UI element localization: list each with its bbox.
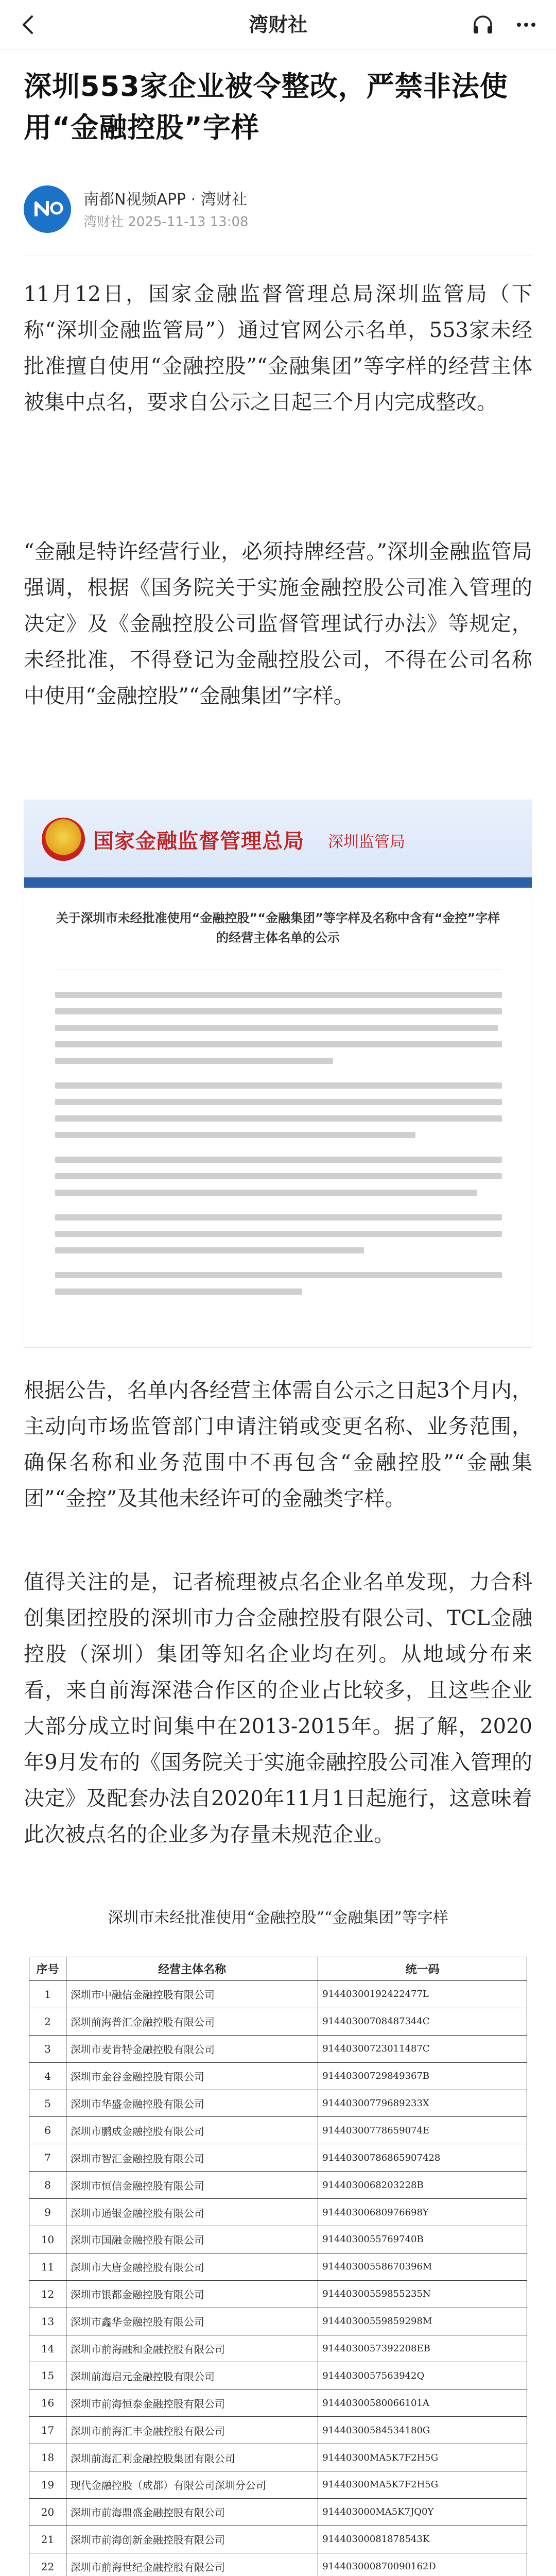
notice-text-line [55,1272,502,1278]
notice-text-line [55,1008,502,1014]
table-row [29,2362,527,2389]
notice-text-line [55,1190,477,1196]
company-name-cell: 深圳市前海恒泰金融控股有限公司 [66,2389,318,2417]
notice-text-line [55,1157,502,1163]
row-index-cell: 4 [29,2062,66,2090]
table-row [29,2172,527,2199]
publish-meta: 湾财社 2025-11-13 13:08 [83,214,249,230]
notice-text-line [55,1214,502,1221]
credit-code-cell: 91440300729849367B [318,2062,527,2090]
table-row [29,2253,527,2280]
table-row [29,2389,527,2417]
row-index-cell: 7 [29,2144,66,2172]
credit-code-cell: 91440300584534180G [318,2417,527,2444]
company-name-cell: 现代金融控股（成都）有限公司深圳分公司 [66,2471,318,2499]
table-header-row [29,1957,527,1981]
headphones-icon[interactable] [472,13,494,36]
table-row [29,2226,527,2253]
company-name-cell: 深圳市银都金融控股有限公司 [66,2280,318,2308]
table-title: 深圳市未经批准使用“金融控股”“金融集团”等字样 [108,1909,448,1927]
row-index-cell: 10 [29,2226,66,2253]
row-index-cell: 17 [29,2417,66,2444]
credit-code-cell: 91440300558670396M [318,2253,527,2280]
notice-text-line [55,1231,502,1237]
article-headline: 深圳553家企业被令整改，严禁非法使用“金融控股”字样 [24,70,508,144]
row-index-cell: 9 [29,2199,66,2226]
company-name-cell: 深圳前海汇利金融控股集团有限公司 [66,2444,318,2471]
credit-code-cell: 91440300192422477L [318,1981,527,2008]
notice-text-line [55,1289,302,1295]
author-avatar[interactable] [24,185,71,233]
row-index-cell: 22 [29,2553,66,2576]
credit-code-cell: 91440300708487344C [318,2008,527,2035]
notice-title: 关于深圳市未经批准使用“金融控股”“金融集团”等字样及名称中含有“金控”字样的经营主体名单的公示 [56,911,500,945]
table-row [29,2008,527,2035]
company-name-cell: 深圳市前海汇丰金融控股有限公司 [66,2417,318,2444]
notice-meta-line [55,955,501,970]
more-options-icon[interactable] [515,13,537,36]
credit-code-cell: 914403000MA5K7JQ0Y [318,2498,527,2526]
row-index-cell: 19 [29,2471,66,2499]
company-table [29,1957,527,2576]
row-index-cell: 2 [29,2008,66,2035]
notice-screenshot-image[interactable] [24,800,532,1348]
credit-code-cell: 914403000870090162D [318,2553,527,2576]
gov-site-name: 国家金融监督管理总局 [93,829,304,853]
notice-text-line [55,1025,498,1031]
notice-text-line [55,1082,502,1089]
table-row [29,2417,527,2444]
credit-code-cell: 91440300580066101A [318,2389,527,2417]
row-index-cell: 14 [29,2335,66,2362]
nandu-logo-icon [24,185,71,233]
credit-code-cell: 91440300081878543K [318,2526,527,2553]
row-index-cell: 16 [29,2389,66,2417]
table-row [29,2035,527,2062]
gov-site-branch: 深圳监管局 [328,833,405,851]
company-name-cell: 深圳市通银金融控股有限公司 [66,2199,318,2226]
table-row [29,2199,527,2226]
table-row [29,2117,527,2144]
table-row [29,2144,527,2172]
notice-text-line [55,1041,502,1047]
company-name-cell: 深圳市麦肯特金融控股有限公司 [66,2035,318,2062]
table-row [29,2090,527,2117]
top-bar [0,0,556,49]
company-name-cell: 深圳市前海融和金融控股有限公司 [66,2335,318,2362]
company-name-cell: 深圳市华盛金融控股有限公司 [66,2090,318,2117]
company-name-cell: 深圳市大唐金融控股有限公司 [66,2253,318,2280]
row-index-cell: 12 [29,2280,66,2308]
table-row [29,2308,527,2335]
row-index-cell: 6 [29,2117,66,2144]
table-row [29,2526,527,2553]
row-index-cell: 20 [29,2498,66,2526]
credit-code-cell: 9144030055769740B [318,2226,527,2253]
credit-code-cell: 91440300723011487C [318,2035,527,2062]
credit-code-cell: 91440300779689233X [318,2090,527,2117]
company-name-cell: 深圳市智汇金融控股有限公司 [66,2144,318,2172]
credit-code-cell: 91440300MA5K7F2H5G [318,2444,527,2471]
row-index-cell: 18 [29,2444,66,2471]
row-index-cell: 13 [29,2308,66,2335]
company-name-cell: 深圳前海启元金融控股有限公司 [66,2362,318,2389]
credit-code-cell: 9144030068203228B [318,2172,527,2199]
credit-code-cell: 91440300559855235N [318,2280,527,2308]
gov-site-nav-bar [24,877,532,888]
notice-text-line [55,1132,415,1138]
notice-text-line [55,992,502,998]
article-paragraph-3: 根据公告，名单内各经营主体需自公示之日起3个月内，主动向市场监管部门申请注销或变更名称、业务范围，确保名称和业务范围中不再包含“金融控股”“金融集团”“金控”及其他未经许可的金融类字样。 [24,1379,532,1511]
table-row [29,1981,527,2008]
table-row [29,2280,527,2308]
author-name[interactable]: 南都N视频APP · 湾财社 [83,191,247,209]
credit-code-cell: 9144030057563942Q [318,2362,527,2389]
company-name-cell: 深圳前海普汇金融控股有限公司 [66,2008,318,2035]
row-index-cell: 8 [29,2172,66,2199]
credit-code-cell: 91440300MA5K7F2H5G [318,2471,527,2499]
row-index-cell: 5 [29,2090,66,2117]
table-row [29,2444,527,2471]
app-title: 湾财社 [248,13,307,36]
credit-code-cell: 91440300778659074E [318,2117,527,2144]
row-index-cell: 11 [29,2253,66,2280]
table-row [29,2498,527,2526]
notice-text-line [55,1099,502,1105]
credit-code-cell: 91440300786865907428 [318,2144,527,2172]
notice-text-line [55,1247,364,1253]
national-emblem-icon [42,818,85,861]
company-name-cell: 深圳市中融信金融控股有限公司 [66,1981,318,2008]
company-name-cell: 深圳市国融金融控股有限公司 [66,2226,318,2253]
column-header-index: 序号 [29,1957,66,1981]
company-name-cell: 深圳市金谷金融控股有限公司 [66,2062,318,2090]
table-row [29,2471,527,2499]
table-row [29,2062,527,2090]
row-index-cell: 15 [29,2362,66,2389]
row-index-cell: 3 [29,2035,66,2062]
article-paragraph-1: 11月12日，国家金融监督管理总局深圳监管局（下称“深圳金融监管局”）通过官网公示名单，553家未经批准擅自使用“金融控股”“金融集团”等字样的经营主体被集中点名，要求自公示之日起三个月内完成整改。 [24,282,532,414]
row-index-cell: 1 [29,1981,66,2008]
company-name-cell: 深圳市前海世纪金融控股有限公司 [66,2553,318,2576]
company-name-cell: 深圳市鑫华金融控股有限公司 [66,2308,318,2335]
credit-code-cell: 91440300559859298M [318,2308,527,2335]
article-paragraph-2: “金融是特许经营行业，必须持牌经营。”深圳金融监管局强调，根据《国务院关于实施金融控股公司准入管理的决定》及《金融控股公司监督管理试行办法》等规定，未经批准，不得登记为金融控股公司，不得在公司名称中使用“金融控股”“金融集团”字样。 [24,540,532,708]
column-header-name: 经营主体名称 [66,1957,318,1981]
table-row [29,2335,527,2362]
article-paragraph-4: 值得关注的是，记者梳理被点名企业名单发现，力合科创集团控股的深圳市力合金融控股有限公司、TCL金融控股（深圳）集团等知名企业均在列。从地域分布来看，来自前海深港合作区的企业占比较多，且这些企业大部分成立时间集中在2013-2015年。据了解，2020年9月发布的《国务院关于实施金融控股公司准入管理的决定》及配套办法自2020年11月1日起施行，这意味着此次被点名的企业多为存量未规范企业。 [24,1570,532,1846]
company-name-cell: 深圳市恒信金融控股有限公司 [66,2172,318,2199]
column-header-code: 统一码 [318,1957,527,1981]
table-row [29,2553,527,2576]
company-name-cell: 深圳市前海创新金融控股有限公司 [66,2526,318,2553]
credit-code-cell: 9144030057392208EB [318,2335,527,2362]
notice-text-line [55,1173,502,1179]
company-list-image[interactable] [24,1900,532,2576]
credit-code-cell: 91440300680976698Y [318,2199,527,2226]
company-name-cell: 深圳市鹏成金融控股有限公司 [66,2117,318,2144]
row-index-cell: 21 [29,2526,66,2553]
notice-text-line [55,1058,333,1064]
company-name-cell: 深圳市前海鼎盛金融控股有限公司 [66,2498,318,2526]
notice-text-line [55,1115,502,1122]
